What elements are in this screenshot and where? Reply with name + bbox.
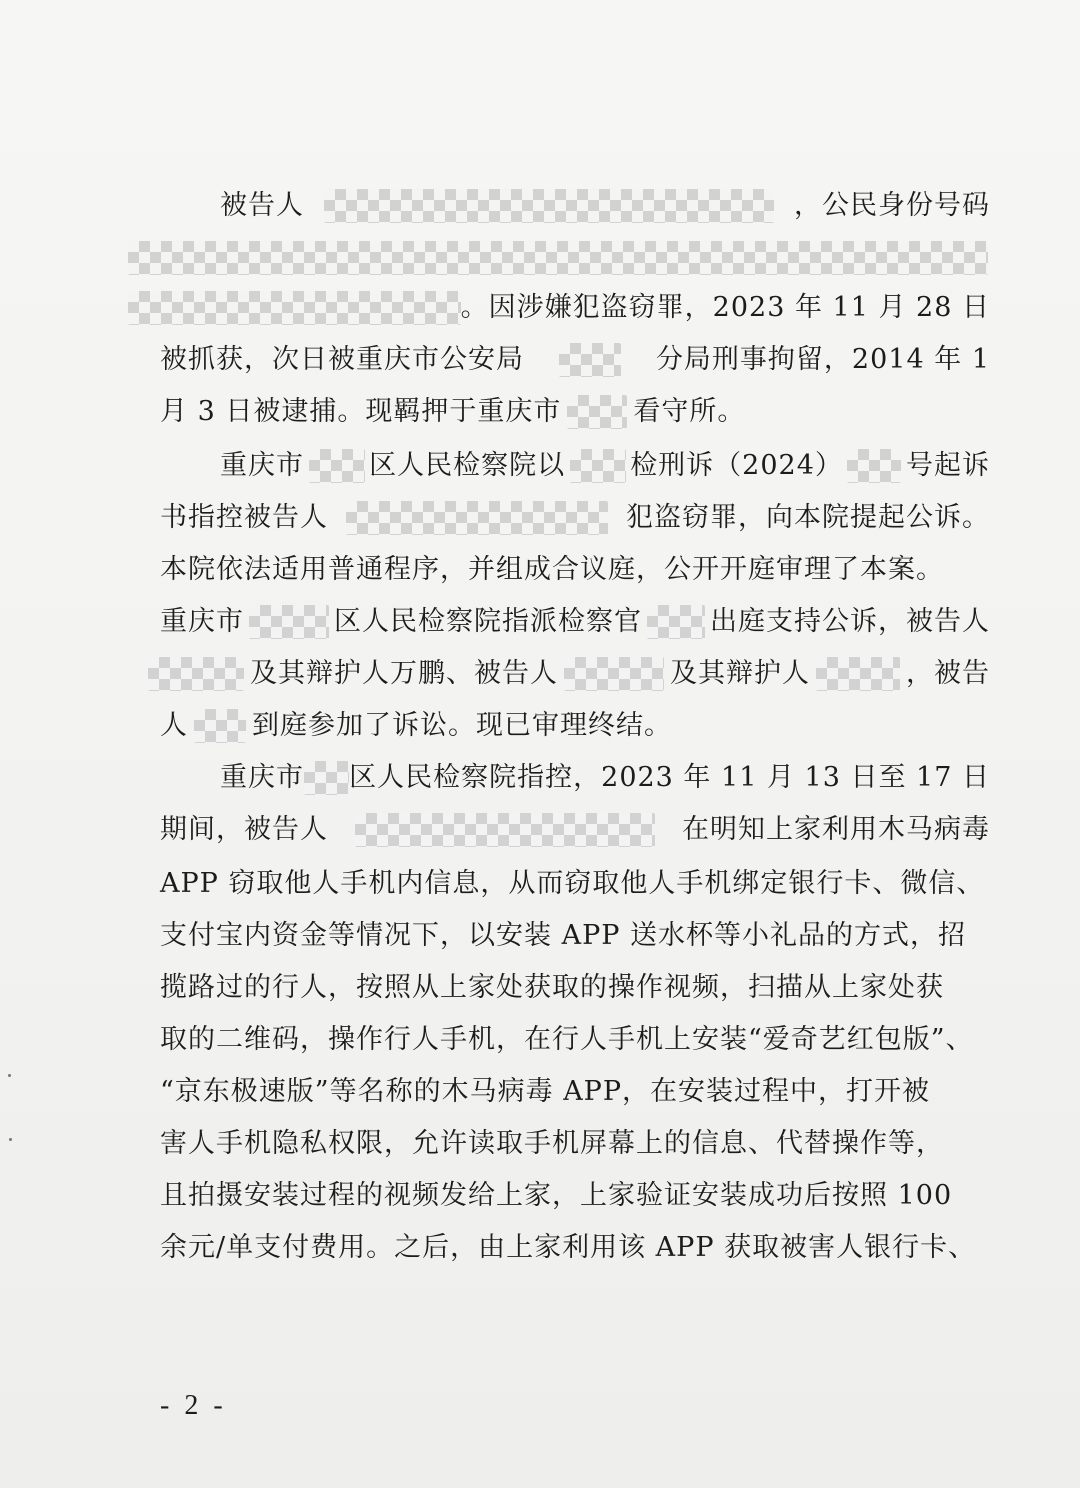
redaction-mask <box>567 395 627 429</box>
text-line <box>128 238 988 278</box>
text-segment: 取的二维码，操作行人手机，在行人手机上安装“爱奇艺红包版”、 <box>160 1024 974 1055</box>
text-line <box>160 602 990 642</box>
text-line <box>160 916 990 956</box>
text-segment: 检刑诉（2024） <box>630 450 843 481</box>
text-segment: APP 窃取他人手机内信息，从而窃取他人手机绑定银行卡、微信、 <box>160 868 985 899</box>
text-segment: 出庭支持公诉，被告人 <box>710 606 990 637</box>
text-segment: 区人民检察院指派检察官 <box>334 606 642 637</box>
text-segment: 且拍摄安装过程的视频发给上家，上家验证安装成功后按照 100 <box>160 1180 953 1211</box>
text-segment: 支付宝内资金等情况下，以安装 APP 送水杯等小礼品的方式，招 <box>160 920 966 951</box>
text-line <box>160 1124 990 1164</box>
text-line <box>160 864 990 904</box>
redaction-mask <box>355 813 655 847</box>
redaction-mask <box>128 291 461 325</box>
text-segment: 到庭参加了诉讼。现已审理终结。 <box>252 710 672 741</box>
text-segment: 重庆市 <box>220 450 304 481</box>
redaction-mask <box>128 241 988 275</box>
text-segment: 期间，被告人 <box>160 814 328 845</box>
text-segment: 区人民检察院以 <box>369 450 566 481</box>
redaction-mask <box>570 449 626 483</box>
text-segment: 余元/单支付费用。之后，由上家利用该 APP 获取被害人银行卡、 <box>160 1232 977 1263</box>
redaction-mask <box>324 189 774 223</box>
text-segment: 本院依法适用普通程序，并组成合议庭，公开开庭审理了本案。 <box>160 554 944 585</box>
text-segment: 月 3 日被逮捕。现羁押于重庆市 <box>160 396 562 427</box>
text-line <box>160 1020 990 1060</box>
text-segment: 分局刑事拘留，2014 年 1 <box>655 344 990 375</box>
text-segment: 害人手机隐私权限，允许读取手机屏幕上的信息、代替操作等， <box>160 1128 944 1159</box>
text-line <box>160 810 990 850</box>
redaction-mask <box>309 449 365 483</box>
text-segment: 及其辩护人 <box>670 658 810 689</box>
text-segment: 号起诉 <box>906 450 990 481</box>
text-line <box>160 498 990 538</box>
text-segment: ，被告 <box>906 658 990 689</box>
text-line <box>128 288 990 328</box>
scan-speck <box>8 1074 11 1077</box>
redaction-mask <box>194 709 246 743</box>
text-line <box>160 340 990 380</box>
text-line <box>160 392 990 432</box>
text-segment: 在明知上家利用木马病毒 <box>682 814 990 845</box>
text-line <box>220 186 990 226</box>
text-line <box>160 1072 990 1112</box>
text-segment: 区人民检察院指控，2023 年 11 月 13 日至 17 日 <box>349 762 990 793</box>
text-segment: 及其辩护人万鹏、被告人 <box>250 658 558 689</box>
text-segment: ，公民身份号码 <box>794 190 990 221</box>
text-segment: 重庆市 <box>160 606 244 637</box>
text-segment: 。因涉嫌犯盗窃罪，2023 年 11 月 28 日 <box>460 292 990 323</box>
text-segment: 重庆市 <box>220 762 304 793</box>
text-segment: 看守所。 <box>633 396 746 427</box>
redaction-mask <box>249 605 329 639</box>
text-segment: 被抓获，次日被重庆市公安局 <box>160 344 524 375</box>
text-line <box>160 968 990 1008</box>
redaction-mask <box>847 449 901 483</box>
redaction-mask <box>564 657 664 691</box>
scan-speck <box>9 1138 12 1141</box>
redaction-mask <box>148 657 244 691</box>
text-line <box>160 1176 990 1216</box>
redaction-mask <box>816 657 900 691</box>
text-segment: 揽路过的行人，按照从上家处获取的操作视频，扫描从上家处获 <box>160 972 944 1003</box>
text-line <box>220 446 990 486</box>
text-line <box>220 758 990 798</box>
text-line <box>148 654 990 694</box>
text-segment: “京东极速版”等名称的木马病毒 APP，在安装过程中，打开被 <box>160 1076 931 1107</box>
text-line <box>160 706 990 746</box>
redaction-mask <box>346 501 608 535</box>
text-segment: 人 <box>160 710 188 741</box>
text-line <box>160 550 990 590</box>
text-line <box>160 1228 990 1268</box>
text-segment: 书指控被告人 <box>160 502 328 533</box>
redaction-mask <box>559 343 621 377</box>
redaction-mask <box>647 605 705 639</box>
redaction-mask <box>304 761 349 795</box>
page-number: - 2 - <box>160 1390 227 1421</box>
text-segment: 犯盗窃罪，向本院提起公诉。 <box>626 502 990 533</box>
text-segment: 被告人 <box>220 190 304 221</box>
